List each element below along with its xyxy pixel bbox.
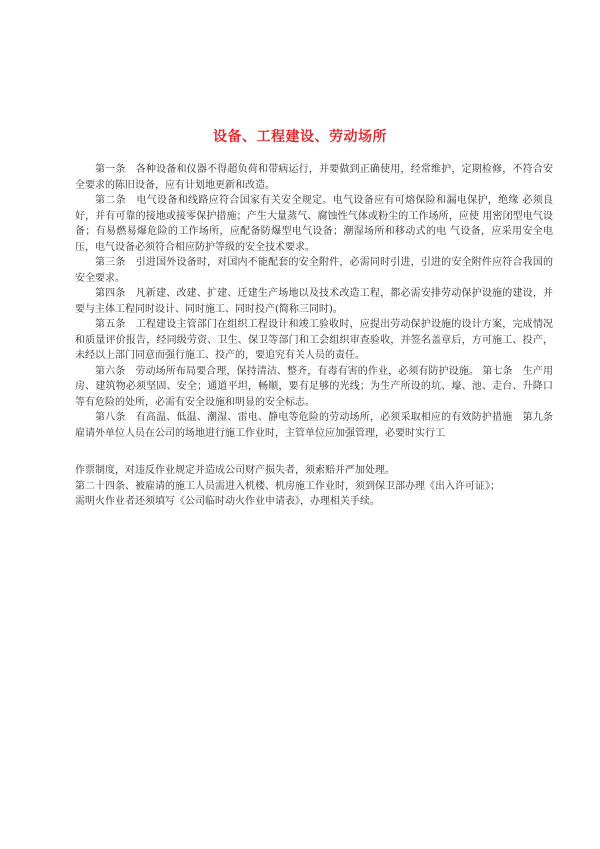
- tail-line-3: 需明火作业者还须填写《公司临时动火作业申请表》，办理相关手续。: [75, 496, 380, 507]
- article-2: 第二条 电气设备和线路应符合国家有关安全规定。电气设备应有可熔保险和漏电保护，绝缘 必须良好，并有可靠的接地或接零保护措施；产生大量蒸气、腐蚀性气体或粉尘的工作场所，应使 用密闭型电气设备；有易燃易爆危险的工作场所，应配备防爆型电气设备；潮湿场所和移动式的电 气设备，应采用安全电压，电气设备必须符合相应防护等级的安全技术要求。: [75, 195, 553, 253]
- article-8-9: 第八条 有高温、低温、潮湿、雷电、静电等危险的劳动场所，必须采取相应的有效防护措施 第九条 雇请外单位人员在公司的场地进行施工作业时，主管单位应加强管理，必要时实行工: [75, 412, 563, 439]
- article-list: [75, 162, 563, 441]
- article-1: 第一条 各种设备和仪器不得超负荷和带病运行，并要做到正确使用，经常维护，定期检修，不符合安全要求的陈旧设备，应有计划地更新和改造。: [75, 164, 553, 191]
- article-6-7: 第六条 劳动场所布局要合理，保持清洁、整齐，有毒有害的作业，必须有防护设施。 第七条 生产用房、建筑物必须坚固、安全；通道平坦，畅顺，要有足够的光线；为生产所设的坑、壕、池、走台、升降口等有危险的处所，必需有安全设施和明显的安全标志。: [75, 365, 553, 408]
- tail-paragraphs: [75, 463, 565, 510]
- tail-line-1: 作票制度，对违反作业规定并造成公司财产损失者，须索赔并严加处理。: [75, 465, 395, 476]
- page-title: 设备、工程建设、劳动场所: [213, 129, 387, 145]
- article-4: 第四条 凡新建、改建、扩建、迁建生产场地以及技术改造工程，都必需安排劳动保护设施的建设，并要与主体工程同时设计、同时施工、同时投产(简称三同时)。: [75, 288, 553, 315]
- tail-line-2: 第二十四条、被雇请的施工人员需进入机楼、机房施工作业时，须到保卫部办理《出入许可证》；: [75, 480, 500, 492]
- article-3: 第三条 引进国外设备时，对国内不能配套的安全附件，必需同时引进，引进的安全附件应符合我国的安全要求。: [75, 257, 553, 284]
- article-5: 第五条 工程建设主管部门在组织工程设计和竣工验收时，应提出劳动保护设施的设计方案，完成情况和质量评价报告，经同级劳资、卫生、保卫等部门和工会组织审查验收，并签名盖章后，方可施工、投产，未经以上部门同意而强行施工、投产的，要追究有关人员的责任。: [75, 319, 553, 361]
